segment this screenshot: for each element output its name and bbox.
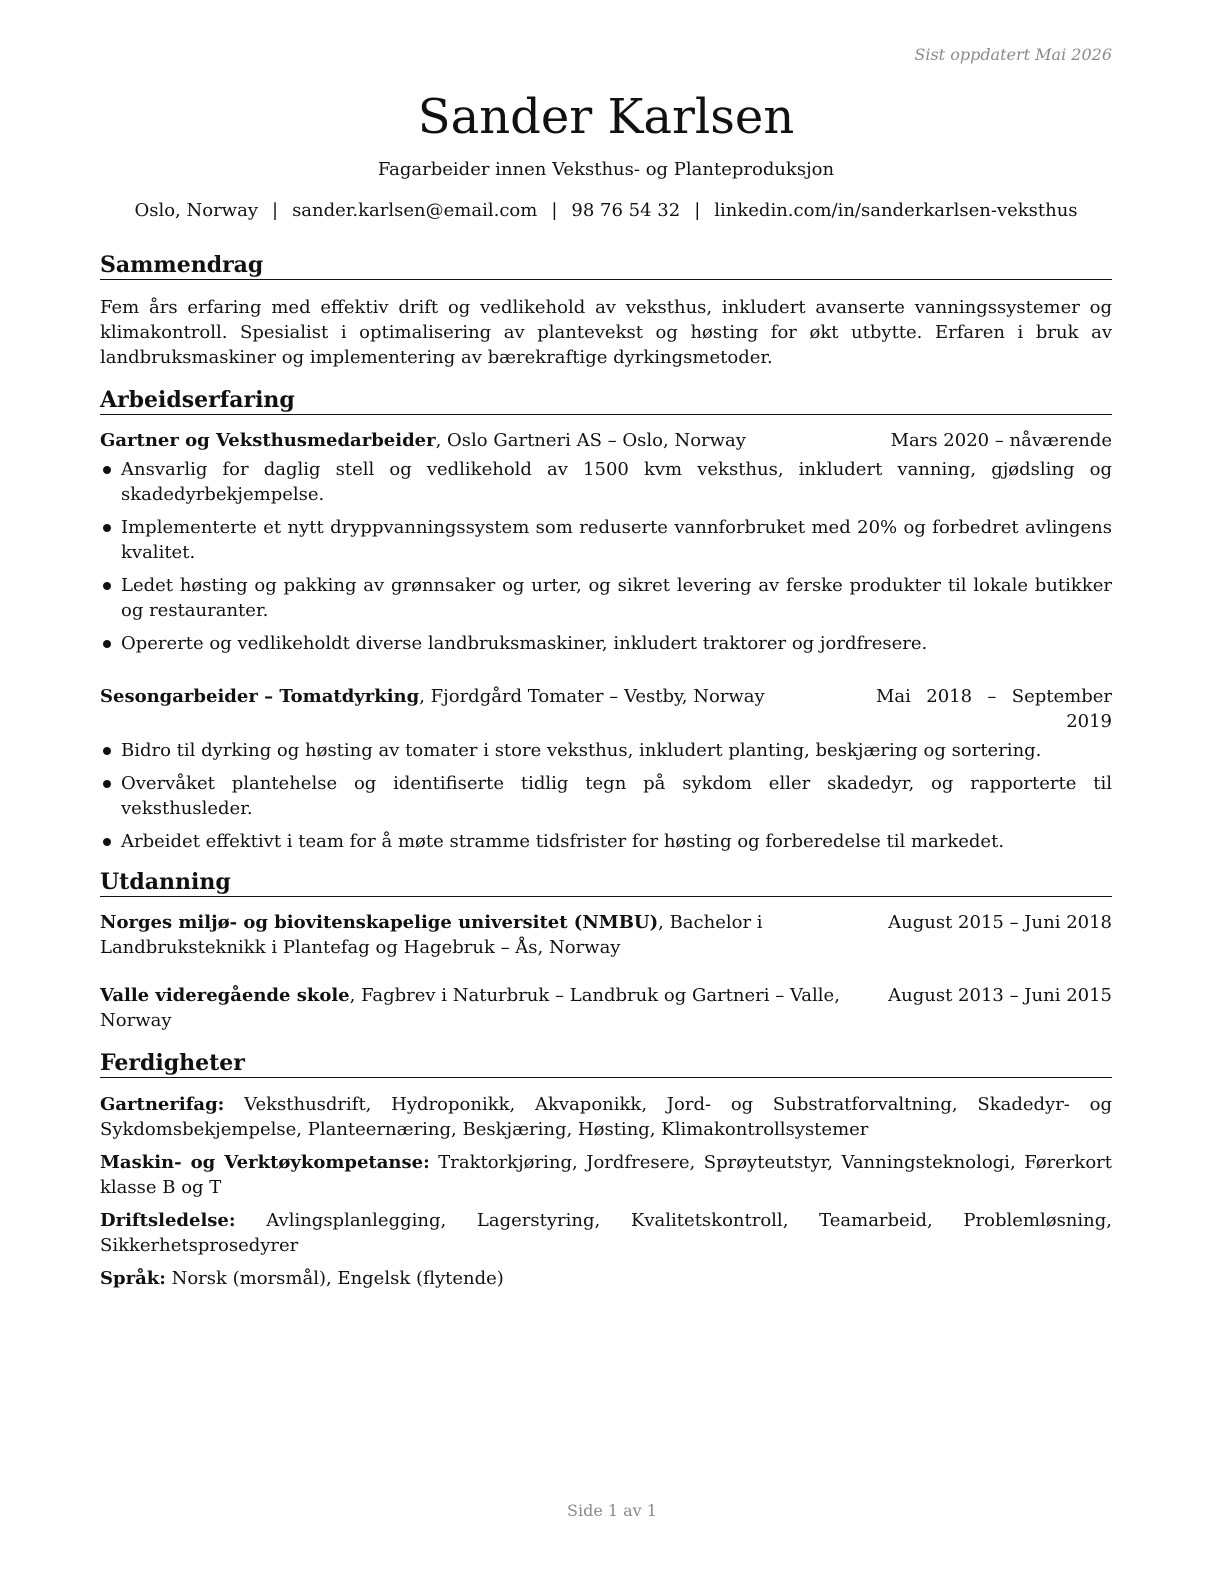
- job-entry: [100, 684, 1112, 854]
- contact-separator: |: [271, 200, 279, 221]
- job-header: [100, 428, 1112, 453]
- skill-label: Driftsledelse:: [100, 1210, 236, 1231]
- education-dates: August 2015 – Juni 2018: [888, 912, 1112, 933]
- education-entry: [100, 983, 1112, 1033]
- page-number: Side 1 av 1: [567, 1501, 657, 1520]
- list-item: Opererte og vedlikeholdt diverse landbruksmaskiner, inkludert traktorer og jordfresere.: [100, 631, 1112, 656]
- education-school: Norges miljø- og biovitenskapelige universitet (NMBU): [100, 912, 659, 933]
- skill-row: [100, 1266, 1112, 1291]
- contact-location: Oslo, Norway: [134, 200, 258, 221]
- skill-row: [100, 1208, 1112, 1258]
- education-detail: , Fagbrev i Naturbruk – Landbruk og Gartneri – Valle, Norway: [100, 985, 840, 1031]
- skill-value: Traktorkjøring, Jordfresere, Sprøyteutstyr, Vanningsteknologi, Førerkort klasse B og T: [100, 1152, 1112, 1198]
- bullet-dot-icon: [103, 780, 111, 788]
- skill-value: Avlingsplanlegging, Lagerstyring, Kvalitetskontroll, Teamarbeid, Problemløsning, Sikkerhetsprosedyrer: [100, 1210, 1112, 1256]
- skills-section: [100, 1049, 1112, 1291]
- list-item: Bidro til dyrking og høsting av tomater i store veksthus, inkludert planting, beskjæring og sortering.: [100, 738, 1112, 763]
- skill-value: Veksthusdrift, Hydroponikk, Akvaponikk, Jord- og Substratforvaltning, Skadedyr- og Sykdomsbekjempelse, Planteernæring, Beskjæring, Høsting, Klimakontrollsystemer: [100, 1094, 1112, 1140]
- job-dates: Mars 2020 – nåværende: [890, 430, 1112, 451]
- contact-separator: |: [694, 200, 701, 221]
- list-item: Arbeidet effektivt i team for å møte stramme tidsfrister for høsting og forberedelse til markedet.: [100, 829, 1112, 854]
- candidate-name: Sander Karlsen: [417, 89, 795, 145]
- skill-label: Språk:: [100, 1268, 166, 1289]
- contact-separator: |: [551, 200, 558, 221]
- section-title-skills: Ferdigheter: [100, 1049, 1112, 1078]
- education-school: Valle videregående skole: [100, 985, 350, 1006]
- skill-label: Maskin- og Verktøykompetanse:: [100, 1152, 430, 1173]
- bullet-dot-icon: [103, 466, 111, 474]
- candidate-headline: Fagarbeider innen Veksthus- og Planteproduksjon: [377, 159, 835, 180]
- contact-linkedin[interactable]: linkedin.com/in/sanderkarlsen-veksthus: [714, 200, 1078, 221]
- skills-list: [100, 1092, 1112, 1291]
- job-role: Sesongarbeider – Tomatdyrking: [100, 686, 420, 707]
- list-item: Ansvarlig for daglig stell og vedlikehold av 1500 kvm veksthus, inkludert vanning, gjødsling og skadedyrbekjempelse.: [100, 457, 1112, 507]
- summary-text: Fem års erfaring med effektiv drift og vedlikehold av veksthus, inkludert avanserte vanningssystemer og klimakontroll. Spesialist i optimalisering av plantevekst og høsting for økt utbytte. Erfaren i bruk av landbruksmaskiner og implementering av bærekraftige dyrkingsmetoder.: [100, 297, 1112, 368]
- skill-row: [100, 1150, 1112, 1200]
- job-role: Gartner og Veksthusmedarbeider: [100, 430, 436, 451]
- bullet-dot-icon: [103, 582, 111, 590]
- job-header: [100, 684, 1112, 734]
- education-detail: , Bachelor i Landbruksteknikk i Plantefag og Hagebruk – Ås, Norway: [100, 912, 763, 958]
- job-entry: [100, 428, 1112, 656]
- section-title-summary: Sammendrag: [100, 251, 1112, 280]
- skill-row: [100, 1092, 1112, 1142]
- bullet-dot-icon: [103, 524, 111, 532]
- education-section: [100, 868, 1112, 1033]
- bullet-dot-icon: [103, 838, 111, 846]
- skill-label: Gartnerifag:: [100, 1094, 225, 1115]
- section-title-education: Utdanning: [100, 868, 1112, 897]
- summary-section: [100, 251, 1112, 370]
- education-dates: August 2013 – Juni 2015: [888, 985, 1112, 1006]
- skill-value: Norsk (morsmål), Engelsk (flytende): [165, 1268, 504, 1289]
- section-title-experience: Arbeidserfaring: [100, 386, 1112, 415]
- last-updated-note: Sist oppdatert Mai 2026: [914, 45, 1112, 64]
- job-bullets: [100, 738, 1112, 854]
- list-item: Overvåket plantehelse og identifiserte tidlig tegn på sykdom eller skadedyr, og rapporterte til veksthusleder.: [100, 771, 1112, 821]
- job-org: , Oslo Gartneri AS – Oslo, Norway: [435, 430, 746, 451]
- bullet-dot-icon: [103, 640, 111, 648]
- job-dates: Mai 2018 – September 2019: [876, 686, 1112, 732]
- job-bullets: [100, 457, 1112, 656]
- education-entry: [100, 910, 1112, 960]
- bullet-dot-icon: [103, 747, 111, 755]
- contact-line: [100, 199, 1112, 223]
- job-org: , Fjordgård Tomater – Vestby, Norway: [419, 686, 765, 707]
- contact-email[interactable]: sander.karlsen@email.com: [292, 200, 538, 221]
- contact-phone: 98 76 54 32: [571, 200, 681, 221]
- experience-section: [100, 386, 1112, 854]
- list-item: Implementerte et nytt dryppvanningssystem som reduserte vannforbruket med 20% og forbedret avlingens kvalitet.: [100, 515, 1112, 565]
- list-item: Ledet høsting og pakking av grønnsaker og urter, og sikret levering av ferske produkter til lokale butikker og restauranter.: [100, 573, 1112, 623]
